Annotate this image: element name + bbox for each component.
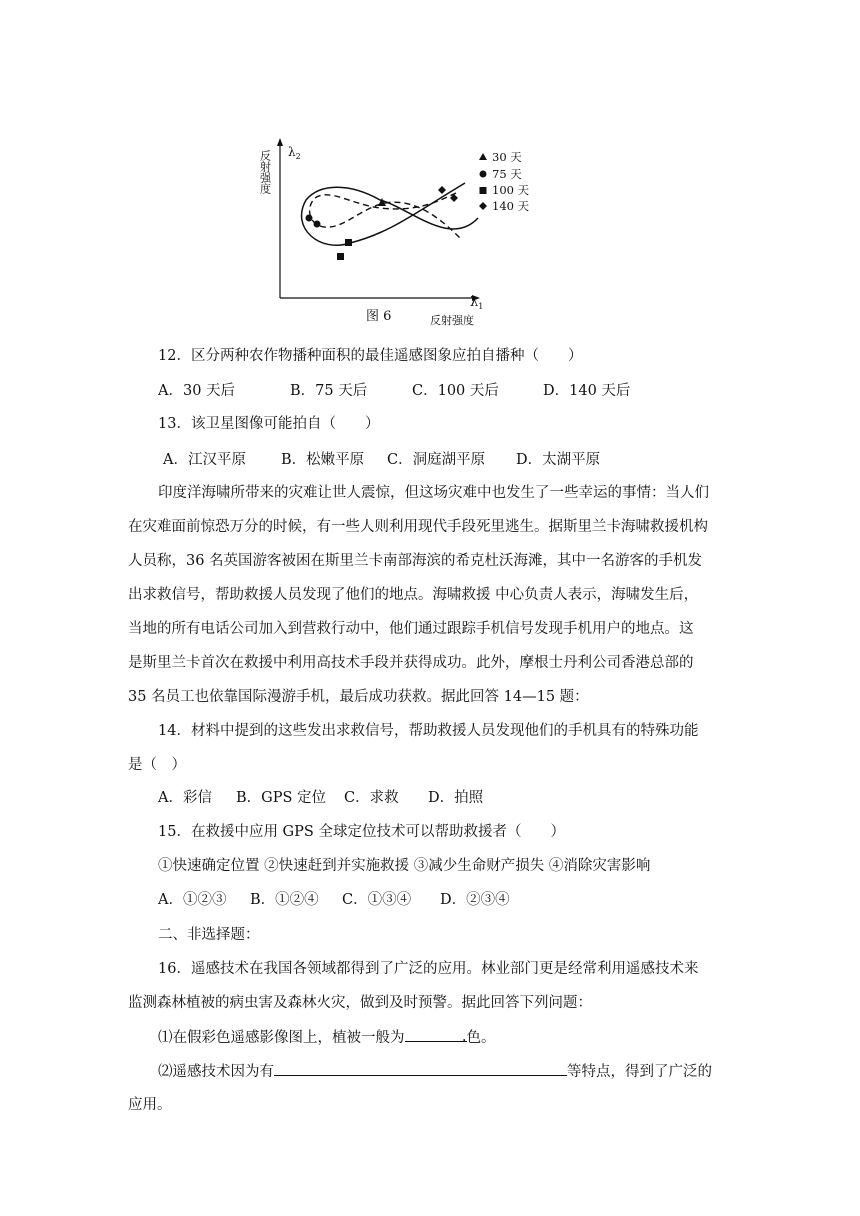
q13-option-b: B．松嫩平原 (281, 452, 365, 468)
q16-sub1-dot: . (461, 1029, 467, 1045)
marker-circle-75-a (306, 215, 313, 222)
q13-option-c: C．洞庭湖平原 (387, 452, 486, 468)
q15-option-d: D．②③④ (440, 892, 510, 908)
q12-option-c: C．100 天后 (412, 383, 499, 399)
passage-line-3: 人员称，36 名英国游客被困在斯里兰卡南部海滨的希克杜沃海滩，其中一名游客的手机发 (128, 553, 703, 569)
q13-stem: 13．该卫星图像可能拍自（ ） (158, 416, 380, 432)
q16-sub1-answer-blank[interactable] (405, 1027, 467, 1045)
solid-curve (302, 183, 478, 245)
passage-line-7: 35 名员工也依靠国际漫游手机，最后成功获救。据此回答 14—15 题： (128, 689, 589, 705)
q16-stem-line-2: 监测森林植被的病虫害及森林火灾，做到及时预警。据此回答下列问题： (128, 995, 592, 1011)
legend-label-30: 30 天 (492, 150, 522, 164)
legend-circle-icon (480, 171, 487, 178)
q16-sub1 (158, 1027, 496, 1048)
passage-line-2: 在灾难面前惊恐万分的时候，有一些人则利用现代手段死里逃生。据斯里兰卡海啸救援机构 (128, 519, 708, 535)
q16-sub2-text: ⑵遥感技术因为有 (158, 1064, 274, 1080)
q16-sub2-answer-blank[interactable] (274, 1061, 567, 1076)
y-axis-arrow (277, 138, 283, 146)
passage-line-5: 当地的所有电话公司加入到营救行动中，他们通过跟踪手机信号发现手机用户的地点。这 (128, 621, 694, 637)
legend-square-icon (480, 187, 487, 194)
marker-square-100-a (345, 239, 352, 246)
q16-sub1-text: ⑴在假彩色遥感影像图上，植被一般为 (158, 1030, 405, 1046)
q14-option-c: C．求救 (344, 790, 399, 806)
q14-option-d: D．拍照 (428, 790, 484, 806)
q15-option-c: C．①③④ (342, 892, 412, 908)
marker-circle-75-b (314, 221, 321, 228)
y-axis-symbol: $\lambda_2$ (288, 145, 301, 161)
legend-triangle-icon (479, 153, 487, 160)
legend-label-100: 100 天 (492, 183, 530, 197)
q12-option-a: A．30 天后 (158, 383, 236, 399)
marker-square-100-b (337, 253, 344, 260)
q12-option-b: B．75 天后 (290, 383, 368, 399)
legend-label-140: 140 天 (492, 199, 530, 213)
q16-sub2 (158, 1061, 712, 1082)
q15-option-a: A．①②③ (158, 892, 227, 908)
passage-line-6: 是斯里兰卡首次在救援中利用高技术手段并获得成功。此外，摩根士丹利公司香港总部的 (128, 655, 694, 671)
section-heading: 二、非选择题： (158, 927, 260, 943)
q12-stem: 12．区分两种农作物播种面积的最佳遥感图象应拍自播种（ ） (158, 348, 583, 364)
figure-caption: 图 6 (366, 309, 392, 324)
q15-stem: 15．在救援中应用 GPS 全球定位技术可以帮助救援者（ ） (158, 824, 565, 840)
x-axis-symbol: $\lambda_1$ (470, 295, 484, 311)
q16-sub1-suffix: 色。 (466, 1030, 496, 1046)
q12-option-d: D．140 天后 (543, 383, 631, 399)
q16-sub2-line-2: 应用。 (128, 1097, 172, 1113)
marker-diamond-140-a (438, 186, 446, 194)
q16-stem-line-1: 16．遥感技术在我国各领域都得到了广泛的应用。林业部门更是经常利用遥感技术来 (158, 961, 699, 977)
legend (479, 150, 530, 213)
q14-option-b: B．GPS 定位 (236, 790, 327, 806)
legend-label-75: 75 天 (492, 167, 522, 181)
legend-diamond-icon (479, 202, 487, 210)
figure-6 (250, 138, 540, 338)
x-axis-title: 反射强度 (430, 314, 474, 327)
q15-statements: ①快速确定位置 ②快速赶到并实施救援 ③减少生命财产损失 ④消除灾害影响 (158, 858, 651, 874)
q14-option-a: A．彩信 (158, 790, 212, 806)
q13-option-a: A．江汉平原 (163, 452, 246, 468)
y-axis-title: 反射强度 (258, 150, 272, 194)
q16-sub2-suffix: 等特点，得到了广泛的 (567, 1064, 712, 1080)
passage-line-4: 出求救信号，帮助救援人员发现了他们的地点。海啸救援 中心负责人表示，海啸发生后， (128, 587, 699, 603)
q14-stem-line-2: 是（ ） (128, 757, 186, 773)
q15-option-b: B．①②④ (250, 892, 319, 908)
q13-option-d: D．太湖平原 (516, 452, 601, 468)
passage-line-1: 印度洋海啸所带来的灾难让世人震惊，但这场灾难中也发生了一些幸运的事情：当人们 (158, 485, 709, 501)
q14-stem-line-1: 14．材料中提到的这些发出求救信号，帮助救援人员发现他们的手机具有的特殊功能 (158, 723, 699, 739)
